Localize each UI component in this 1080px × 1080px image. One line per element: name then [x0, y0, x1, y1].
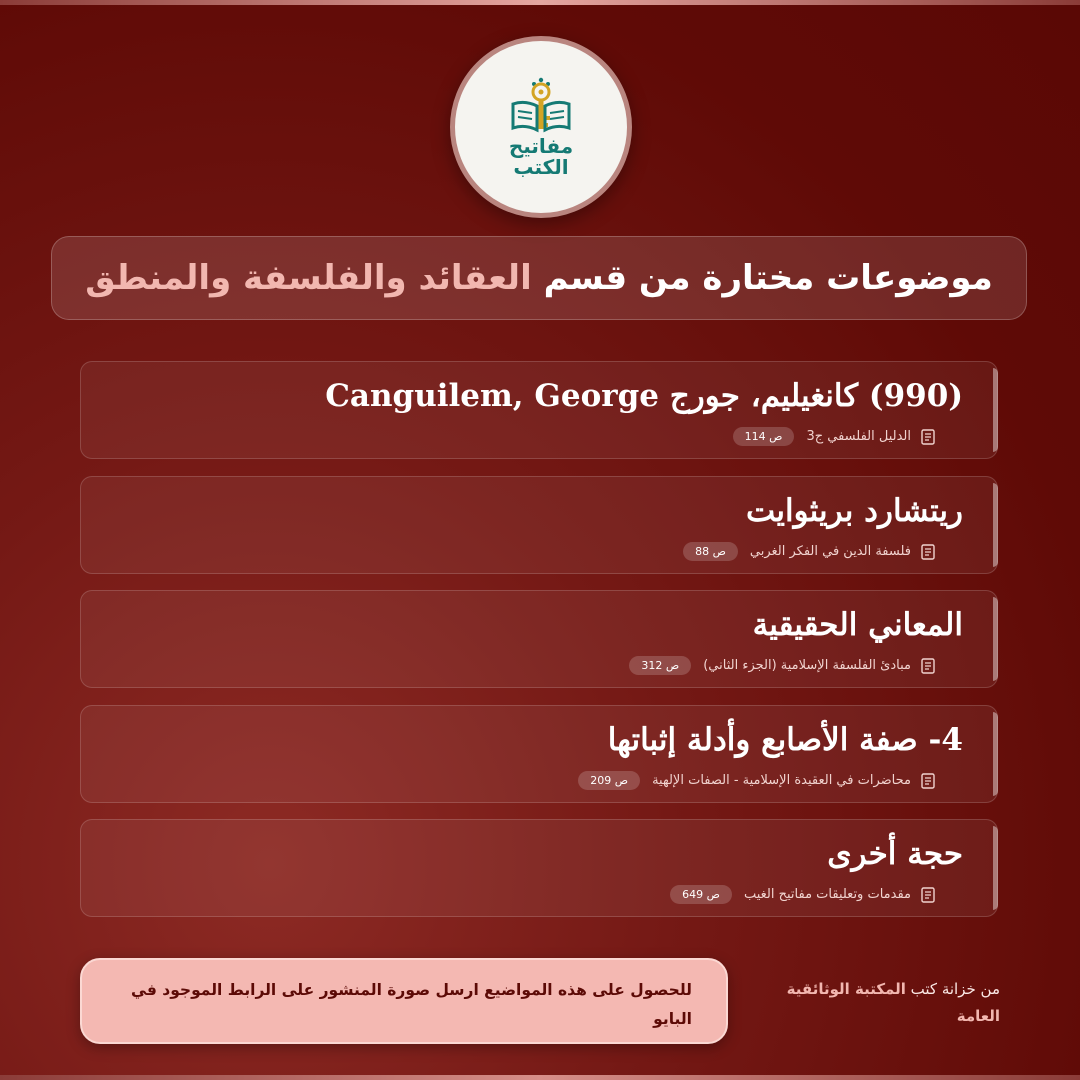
document-icon — [921, 429, 935, 445]
book-name: مبادئ الفلسفة الإسلامية (الجزء الثاني) — [703, 658, 911, 673]
topic-card[interactable] — [80, 476, 998, 574]
document-icon — [921, 887, 935, 903]
topic-card[interactable] — [80, 819, 998, 917]
book-name: فلسفة الدين في الفكر الغربي — [749, 544, 911, 559]
document-icon — [921, 773, 935, 789]
book-name: الدليل الفلسفي ج3 — [806, 429, 911, 444]
topic-title: المعاني الحقيقية — [752, 607, 963, 643]
document-icon — [921, 658, 935, 674]
top-border — [0, 0, 1080, 5]
document-icon — [921, 544, 935, 560]
logo-line-2: الكتب — [513, 155, 569, 179]
logo-wordmark — [509, 136, 573, 178]
page-badge: ص 209 — [578, 771, 640, 790]
bottom-border — [0, 1075, 1080, 1080]
logo — [450, 36, 632, 218]
book-name: محاضرات في العقيدة الإسلامية - الصفات الإلهية — [652, 773, 911, 788]
key-book-icon — [509, 76, 573, 138]
page-badge: ص 312 — [629, 656, 691, 675]
cta-banner[interactable] — [80, 958, 728, 1044]
topic-title: (990) كانغيليم، جورج Canguilem, George — [325, 378, 963, 414]
cta-text: للحصول على هذه المواضيع ارسل صورة المنشور على الرابط الموجود في البايو — [131, 981, 692, 1028]
topic-meta — [670, 885, 935, 904]
topic-card[interactable] — [80, 361, 998, 459]
library-name: المكتبة الوثائقية العامة — [786, 980, 1000, 1025]
page-badge: ص 114 — [733, 427, 795, 446]
section-title-box — [51, 236, 1027, 320]
topic-title: ريتشارد بريثوايت — [745, 493, 963, 529]
page-badge: ص 649 — [670, 885, 732, 904]
topic-card[interactable] — [80, 590, 998, 688]
book-name: مقدمات وتعليقات مفاتيح الغيب — [743, 887, 911, 902]
title-accent: العقائد والفلسفة والمنطق — [85, 258, 532, 298]
topic-meta — [683, 542, 935, 561]
topic-title: 4- صفة الأصابع وأدلة إثباتها — [607, 722, 963, 758]
logo-line-1: مفاتيح — [508, 134, 574, 158]
topic-meta — [629, 656, 935, 675]
credit-prefix: من خزانة كتب — [910, 980, 1000, 998]
title-prefix: موضوعات مختارة من قسم — [543, 258, 993, 298]
topic-meta — [733, 427, 935, 446]
library-credit — [760, 976, 1000, 1030]
topic-title: حجة أخرى — [827, 836, 963, 872]
page-title — [85, 258, 993, 298]
topic-meta — [578, 771, 935, 790]
topic-card[interactable] — [80, 705, 998, 803]
page-badge: ص 88 — [683, 542, 738, 561]
